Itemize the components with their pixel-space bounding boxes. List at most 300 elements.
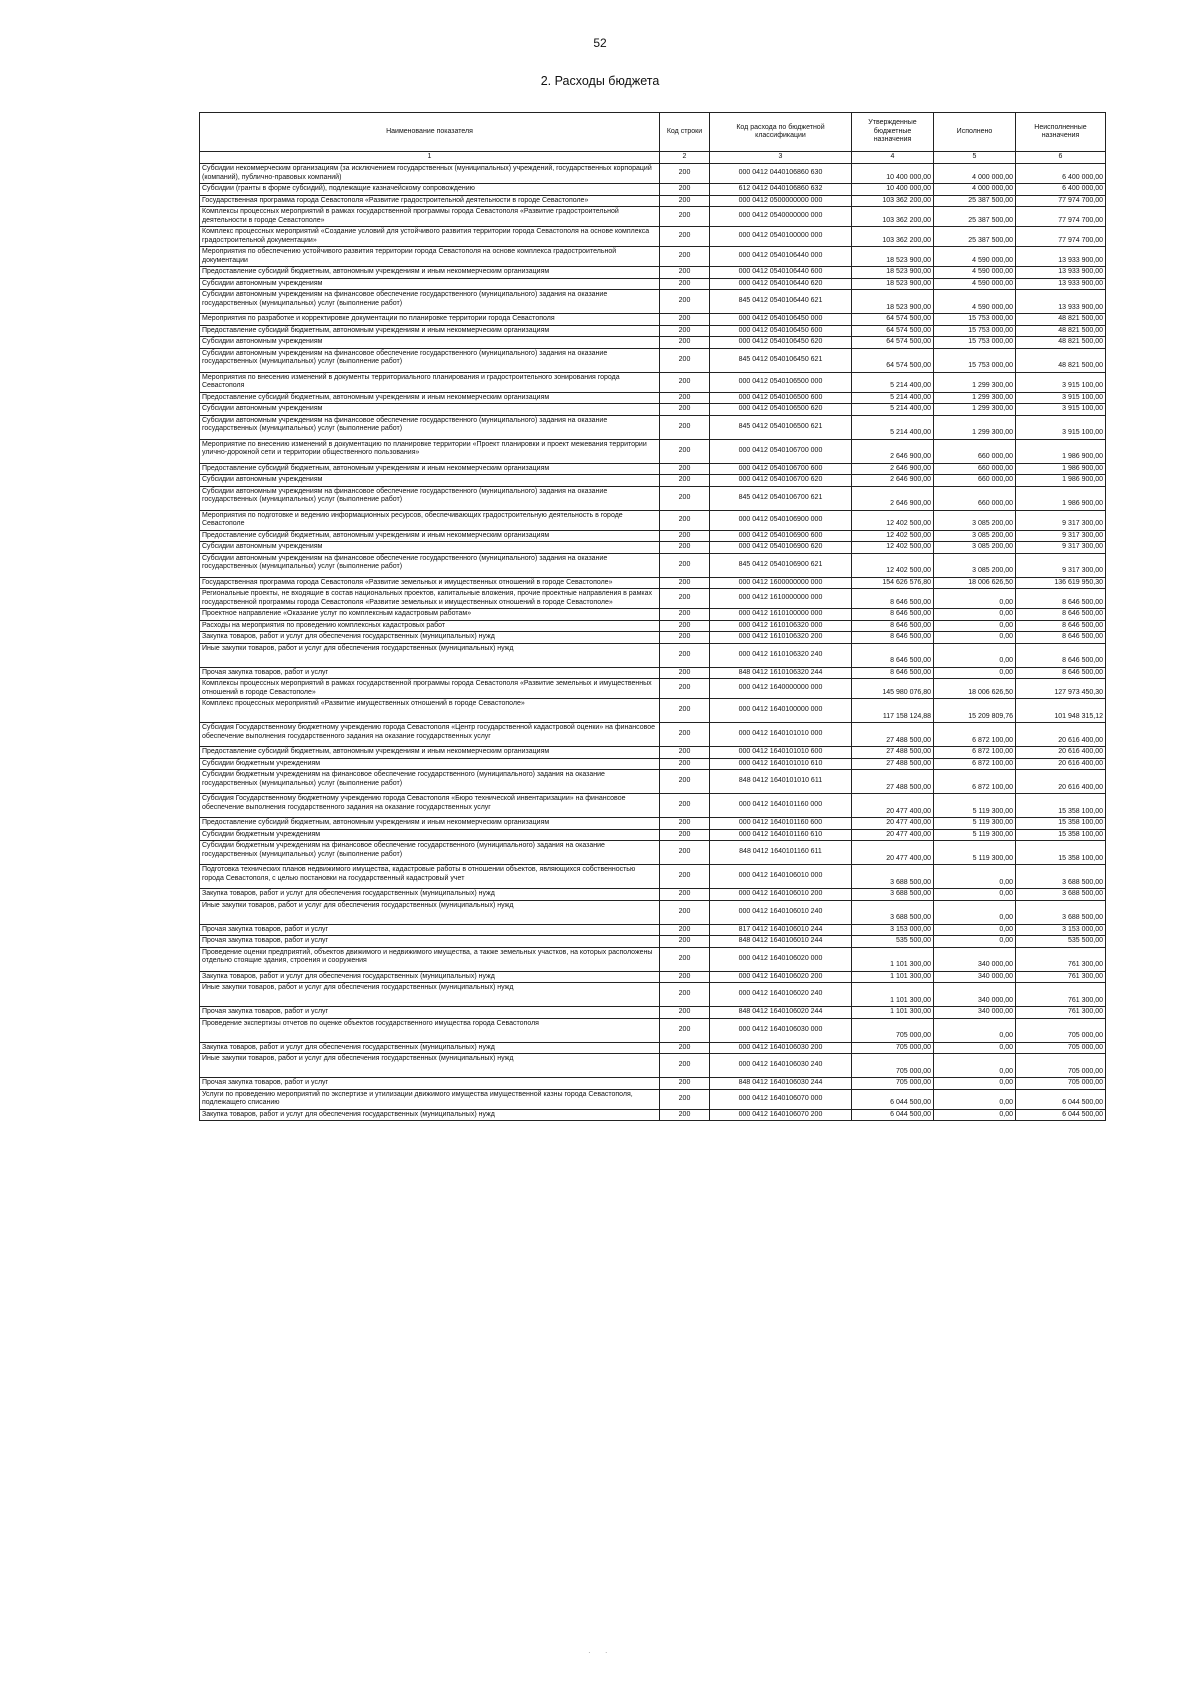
approved-amount: 64 574 500,00 — [852, 337, 934, 349]
budget-code: 000 0412 0540106900 620 — [710, 542, 852, 554]
table-row — [200, 1054, 1106, 1078]
budget-code: 000 0412 0540106440 000 — [710, 247, 852, 267]
approved-amount: 27 488 500,00 — [852, 723, 934, 747]
budget-code: 000 0412 0540000000 000 — [710, 207, 852, 227]
table-row — [200, 247, 1106, 267]
table-row — [200, 900, 1106, 924]
column-number: 6 — [1016, 152, 1106, 164]
budget-code: 000 0412 1640106030 200 — [710, 1042, 852, 1054]
approved-amount: 12 402 500,00 — [852, 542, 934, 554]
executed-amount: 0,00 — [934, 936, 1016, 948]
row-name: Предоставление субсидий бюджетным, автономным учреждениям и иным некоммерческим организациям — [200, 267, 660, 279]
approved-amount: 64 574 500,00 — [852, 348, 934, 372]
row-name: Субсидии бюджетным учреждениям — [200, 758, 660, 770]
unexecuted-amount: 3 688 500,00 — [1016, 900, 1106, 924]
table-row — [200, 1089, 1106, 1109]
table-row — [200, 184, 1106, 196]
table-row — [200, 463, 1106, 475]
table-row — [200, 679, 1106, 699]
unexecuted-amount: 15 358 100,00 — [1016, 841, 1106, 865]
approved-amount: 64 574 500,00 — [852, 325, 934, 337]
executed-amount: 660 000,00 — [934, 463, 1016, 475]
table-row — [200, 314, 1106, 326]
budget-code: 612 0412 0440106860 632 — [710, 184, 852, 196]
approved-amount: 103 362 200,00 — [852, 227, 934, 247]
budget-code: 848 0412 1640106010 244 — [710, 936, 852, 948]
budget-code: 848 0412 1640106030 244 — [710, 1078, 852, 1090]
table-row — [200, 632, 1106, 644]
row-name: Проектное направление «Оказание услуг по комплексным кадастровым работам» — [200, 609, 660, 621]
row-name: Закупка товаров, работ и услуг для обеспечения государственных (муниципальных) нужд — [200, 971, 660, 983]
approved-amount: 1 101 300,00 — [852, 947, 934, 971]
approved-amount: 27 488 500,00 — [852, 747, 934, 759]
unexecuted-amount: 101 948 315,12 — [1016, 699, 1106, 723]
unexecuted-amount: 1 986 900,00 — [1016, 475, 1106, 487]
budget-code: 000 0412 0540100000 000 — [710, 227, 852, 247]
unexecuted-amount: 136 619 950,30 — [1016, 577, 1106, 589]
unexecuted-amount: 705 000,00 — [1016, 1078, 1106, 1090]
executed-amount: 340 000,00 — [934, 1007, 1016, 1019]
executed-amount: 340 000,00 — [934, 971, 1016, 983]
budget-code: 000 0412 1610100000 000 — [710, 609, 852, 621]
executed-amount: 0,00 — [934, 589, 1016, 609]
row-name: Подготовка технических планов недвижимого имущества, кадастровые работы в отношении объектов, являющихся собственностью города Севастополя, с целью постановки на государственный кадастровый учет — [200, 865, 660, 889]
budget-code: 000 0412 1640106020 200 — [710, 971, 852, 983]
row-name: Предоставление субсидий бюджетным, автономным учреждениям и иным некоммерческим организациям — [200, 747, 660, 759]
row-name: Закупка товаров, работ и услуг для обеспечения государственных (муниципальных) нужд — [200, 1109, 660, 1121]
budget-code: 000 0412 1640101010 610 — [710, 758, 852, 770]
approved-amount: 3 688 500,00 — [852, 865, 934, 889]
approved-amount: 6 044 500,00 — [852, 1089, 934, 1109]
row-code: 200 — [660, 392, 710, 404]
executed-amount: 5 119 300,00 — [934, 829, 1016, 841]
approved-amount: 20 477 400,00 — [852, 794, 934, 818]
budget-code: 848 0412 1640106020 244 — [710, 1007, 852, 1019]
unexecuted-amount: 705 000,00 — [1016, 1042, 1106, 1054]
row-name: Закупка товаров, работ и услуг для обеспечения государственных (муниципальных) нужд — [200, 889, 660, 901]
row-name: Закупка товаров, работ и услуг для обеспечения государственных (муниципальных) нужд — [200, 632, 660, 644]
row-name: Субсидии автономным учреждениям — [200, 337, 660, 349]
table-row — [200, 589, 1106, 609]
budget-code: 000 0412 0440106860 630 — [710, 164, 852, 184]
budget-code: 000 0412 1610106320 200 — [710, 632, 852, 644]
table-row — [200, 936, 1106, 948]
table-row — [200, 325, 1106, 337]
row-code: 200 — [660, 247, 710, 267]
unexecuted-amount: 15 358 100,00 — [1016, 794, 1106, 818]
approved-amount: 20 477 400,00 — [852, 829, 934, 841]
row-code: 200 — [660, 770, 710, 794]
budget-code: 000 0412 0540106700 620 — [710, 475, 852, 487]
row-name: Предоставление субсидий бюджетным, автономным учреждениям и иным некоммерческим организациям — [200, 325, 660, 337]
unexecuted-amount: 9 317 300,00 — [1016, 510, 1106, 530]
approved-amount: 10 400 000,00 — [852, 164, 934, 184]
executed-amount: 340 000,00 — [934, 947, 1016, 971]
unexecuted-amount: 3 915 100,00 — [1016, 372, 1106, 392]
unexecuted-amount: 15 358 100,00 — [1016, 829, 1106, 841]
budget-code: 000 0412 1600000000 000 — [710, 577, 852, 589]
row-name: Мероприятие по внесению изменений в документацию по планировке территории «Проект планировки и проект межевания территории улично-дорожной сети и территории общественного пользования» — [200, 439, 660, 463]
row-code: 200 — [660, 924, 710, 936]
row-name: Комплекс процессных мероприятий «Создание условий для устойчивого развития территории города Севастополя на основе комплекса градостроительной документации» — [200, 227, 660, 247]
table-row — [200, 227, 1106, 247]
row-name: Комплексы процессных мероприятий в рамках государственной программы города Севастополя «Развитие земельных и имущественных отношений в городе Севастополе» — [200, 679, 660, 699]
row-code: 200 — [660, 1018, 710, 1042]
table-row — [200, 415, 1106, 439]
approved-amount: 145 980 076,80 — [852, 679, 934, 699]
approved-amount: 5 214 400,00 — [852, 404, 934, 416]
table-row — [200, 195, 1106, 207]
row-code: 200 — [660, 971, 710, 983]
row-name: Прочая закупка товаров, работ и услуг — [200, 1007, 660, 1019]
budget-code: 000 0412 1640101010 000 — [710, 723, 852, 747]
row-code: 200 — [660, 314, 710, 326]
row-name: Субсидии автономным учреждениям — [200, 404, 660, 416]
executed-amount: 0,00 — [934, 865, 1016, 889]
approved-amount: 2 646 900,00 — [852, 475, 934, 487]
budget-code: 845 0412 0540106450 621 — [710, 348, 852, 372]
column-number: 4 — [852, 152, 934, 164]
approved-amount: 8 646 500,00 — [852, 589, 934, 609]
table-row — [200, 747, 1106, 759]
approved-amount: 27 488 500,00 — [852, 758, 934, 770]
budget-code: 000 0412 0540106500 600 — [710, 392, 852, 404]
approved-amount: 12 402 500,00 — [852, 530, 934, 542]
budget-code: 848 0412 1640101010 611 — [710, 770, 852, 794]
row-code: 200 — [660, 542, 710, 554]
row-code: 200 — [660, 463, 710, 475]
unexecuted-amount: 8 646 500,00 — [1016, 632, 1106, 644]
table-row — [200, 1007, 1106, 1019]
budget-code: 817 0412 1640106010 244 — [710, 924, 852, 936]
unexecuted-amount: 761 300,00 — [1016, 983, 1106, 1007]
budget-code: 845 0412 0540106440 621 — [710, 290, 852, 314]
column-number: 5 — [934, 152, 1016, 164]
row-name: Расходы на мероприятия по проведению комплексных кадастровых работ — [200, 620, 660, 632]
row-code: 200 — [660, 195, 710, 207]
unexecuted-amount: 13 933 900,00 — [1016, 290, 1106, 314]
budget-code: 000 0412 0540106450 620 — [710, 337, 852, 349]
budget-code: 845 0412 0540106500 621 — [710, 415, 852, 439]
table-row — [200, 924, 1106, 936]
row-code: 200 — [660, 632, 710, 644]
row-name: Мероприятия по подготовке и ведению информационных ресурсов, обеспечивающих градостроительную деятельность в городе Севастополе — [200, 510, 660, 530]
approved-amount: 5 214 400,00 — [852, 372, 934, 392]
row-code: 200 — [660, 794, 710, 818]
row-code: 200 — [660, 577, 710, 589]
unexecuted-amount: 3 688 500,00 — [1016, 865, 1106, 889]
row-code: 200 — [660, 620, 710, 632]
table-row — [200, 553, 1106, 577]
approved-amount: 1 101 300,00 — [852, 971, 934, 983]
approved-amount: 12 402 500,00 — [852, 553, 934, 577]
budget-code: 848 0412 1610106320 244 — [710, 667, 852, 679]
table-row — [200, 1042, 1106, 1054]
row-code: 200 — [660, 227, 710, 247]
table-row — [200, 486, 1106, 510]
budget-code: 000 0412 1640106030 000 — [710, 1018, 852, 1042]
table-row — [200, 1018, 1106, 1042]
executed-amount: 1 299 300,00 — [934, 404, 1016, 416]
row-name: Предоставление субсидий бюджетным, автономным учреждениям и иным некоммерческим организациям — [200, 392, 660, 404]
executed-amount: 3 085 200,00 — [934, 530, 1016, 542]
table-row — [200, 577, 1106, 589]
executed-amount: 0,00 — [934, 1078, 1016, 1090]
row-name: Комплексы процессных мероприятий в рамках государственной программы города Севастополя «Развитие градостроительной деятельности в городе Севастополе» — [200, 207, 660, 227]
row-code: 200 — [660, 278, 710, 290]
unexecuted-amount: 15 358 100,00 — [1016, 818, 1106, 830]
table-body — [200, 164, 1106, 1121]
row-code: 200 — [660, 553, 710, 577]
approved-amount: 3 153 000,00 — [852, 924, 934, 936]
row-code: 200 — [660, 184, 710, 196]
executed-amount: 0,00 — [934, 924, 1016, 936]
executed-amount: 3 085 200,00 — [934, 542, 1016, 554]
unexecuted-amount: 13 933 900,00 — [1016, 247, 1106, 267]
executed-amount: 25 387 500,00 — [934, 207, 1016, 227]
unexecuted-amount: 8 646 500,00 — [1016, 667, 1106, 679]
row-code: 200 — [660, 829, 710, 841]
row-name: Субсидии автономным учреждениям — [200, 542, 660, 554]
approved-amount: 8 646 500,00 — [852, 643, 934, 667]
approved-amount: 6 044 500,00 — [852, 1109, 934, 1121]
row-name: Комплекс процессных мероприятий «Развитие имущественных отношений в городе Севастополе» — [200, 699, 660, 723]
row-code: 200 — [660, 609, 710, 621]
row-code: 200 — [660, 1054, 710, 1078]
budget-code: 000 0412 1610000000 000 — [710, 589, 852, 609]
row-name: Субсидии автономным учреждениям — [200, 475, 660, 487]
row-name: Субсидии автономным учреждениям на финансовое обеспечение государственного (муниципального) задания на оказание государственных (муниципальных) услуг (выполнение работ) — [200, 486, 660, 510]
executed-amount: 0,00 — [934, 1042, 1016, 1054]
approved-amount: 1 101 300,00 — [852, 983, 934, 1007]
executed-amount: 0,00 — [934, 1089, 1016, 1109]
row-name: Субсидии автономным учреждениям — [200, 278, 660, 290]
row-code: 200 — [660, 747, 710, 759]
table-row — [200, 475, 1106, 487]
approved-amount: 2 646 900,00 — [852, 463, 934, 475]
row-name: Субсидии бюджетным учреждениям на финансовое обеспечение государственного (муниципального) задания на оказание государственных (муниципальных) услуг (выполнение работ) — [200, 841, 660, 865]
budget-code: 000 0412 0540106900 000 — [710, 510, 852, 530]
row-name: Государственная программа города Севастополя «Развитие градостроительной деятельности в городе Севастополе» — [200, 195, 660, 207]
budget-code: 000 0412 1640000000 000 — [710, 679, 852, 699]
approved-amount: 117 158 124,88 — [852, 699, 934, 723]
executed-amount: 4 590 000,00 — [934, 247, 1016, 267]
row-code: 200 — [660, 699, 710, 723]
row-name: Прочая закупка товаров, работ и услуг — [200, 924, 660, 936]
row-code: 200 — [660, 439, 710, 463]
row-name: Мероприятия по разработке и корректировке документации по планировке территории города Севастополя — [200, 314, 660, 326]
budget-code: 000 0412 0540106450 000 — [710, 314, 852, 326]
table-row — [200, 372, 1106, 392]
executed-amount: 1 299 300,00 — [934, 415, 1016, 439]
column-number: 1 — [200, 152, 660, 164]
budget-code: 000 0412 1640101160 000 — [710, 794, 852, 818]
budget-code: 845 0412 0540106700 621 — [710, 486, 852, 510]
row-name: Предоставление субсидий бюджетным, автономным учреждениям и иным некоммерческим организациям — [200, 530, 660, 542]
row-name: Иные закупки товаров, работ и услуг для обеспечения государственных (муниципальных) нужд — [200, 983, 660, 1007]
executed-amount: 15 753 000,00 — [934, 325, 1016, 337]
header-unexecuted: Неисполненные назначения — [1016, 113, 1106, 152]
row-code: 200 — [660, 643, 710, 667]
row-name: Мероприятия по обеспечению устойчивого развития территории города Севастополя на основе комплекса градостроительной документации — [200, 247, 660, 267]
executed-amount: 4 590 000,00 — [934, 267, 1016, 279]
budget-code: 000 0412 1640106070 000 — [710, 1089, 852, 1109]
unexecuted-amount: 48 821 500,00 — [1016, 325, 1106, 337]
approved-amount: 18 523 900,00 — [852, 278, 934, 290]
row-name: Иные закупки товаров, работ и услуг для обеспечения государственных (муниципальных) нужд — [200, 900, 660, 924]
approved-amount: 705 000,00 — [852, 1054, 934, 1078]
table-row — [200, 983, 1106, 1007]
table-row — [200, 971, 1106, 983]
approved-amount: 12 402 500,00 — [852, 510, 934, 530]
budget-code: 845 0412 0540106900 621 — [710, 553, 852, 577]
budget-code: 000 0412 0540106500 620 — [710, 404, 852, 416]
unexecuted-amount: 13 933 900,00 — [1016, 267, 1106, 279]
table-row — [200, 439, 1106, 463]
row-code: 200 — [660, 818, 710, 830]
table-row — [200, 818, 1106, 830]
row-code: 200 — [660, 936, 710, 948]
row-name: Проведение оценки предприятий, объектов движимого и недвижимого имущества, а также земельных участков, на которых расположены отдельно стоящие здания, строения и сооружения — [200, 947, 660, 971]
unexecuted-amount: 761 300,00 — [1016, 947, 1106, 971]
approved-amount: 2 646 900,00 — [852, 486, 934, 510]
approved-amount: 103 362 200,00 — [852, 195, 934, 207]
unexecuted-amount: 1 986 900,00 — [1016, 439, 1106, 463]
unexecuted-amount: 48 821 500,00 — [1016, 337, 1106, 349]
row-code: 200 — [660, 679, 710, 699]
unexecuted-amount: 535 500,00 — [1016, 936, 1106, 948]
row-name: Субсидии автономным учреждениям на финансовое обеспечение государственного (муниципального) задания на оказание государственных (муниципальных) услуг (выполнение работ) — [200, 553, 660, 577]
unexecuted-amount: 761 300,00 — [1016, 971, 1106, 983]
row-name: Предоставление субсидий бюджетным, автономным учреждениям и иным некоммерческим организациям — [200, 463, 660, 475]
row-name: Субсидия Государственному бюджетному учреждению города Севастополя «Центр государственной кадастровой оценки» на финансовое обеспечение выполнения государственного задания на оказание государственных услуг — [200, 723, 660, 747]
budget-code: 000 0412 0540106900 600 — [710, 530, 852, 542]
executed-amount: 660 000,00 — [934, 439, 1016, 463]
unexecuted-amount: 77 974 700,00 — [1016, 227, 1106, 247]
unexecuted-amount: 8 646 500,00 — [1016, 643, 1106, 667]
budget-code: 000 0412 1640106020 240 — [710, 983, 852, 1007]
row-name: Субсидии бюджетным учреждениям на финансовое обеспечение государственного (муниципального) задания на оказание государственных (муниципальных) услуг (выполнение работ) — [200, 770, 660, 794]
budget-code: 000 0412 1640101160 600 — [710, 818, 852, 830]
row-name: Субсидии (гранты в форме субсидий), подлежащие казначейскому сопровождению — [200, 184, 660, 196]
unexecuted-amount: 20 616 400,00 — [1016, 747, 1106, 759]
table-row — [200, 348, 1106, 372]
unexecuted-amount: 77 974 700,00 — [1016, 195, 1106, 207]
unexecuted-amount: 6 044 500,00 — [1016, 1089, 1106, 1109]
executed-amount: 0,00 — [934, 620, 1016, 632]
row-name: Услуги по проведению мероприятий по экспертизе и утилизации движимого имущества имущественной казны города Севастополя, подлежащего списанию — [200, 1089, 660, 1109]
row-name: Субсидия Государственному бюджетному учреждению города Севастополя «Бюро технической инвентаризации» на финансовое обеспечение выполнения государственного задания на оказание государственных услуг — [200, 794, 660, 818]
table-row — [200, 404, 1106, 416]
executed-amount: 1 299 300,00 — [934, 392, 1016, 404]
table-row — [200, 829, 1106, 841]
row-code: 200 — [660, 865, 710, 889]
approved-amount: 535 500,00 — [852, 936, 934, 948]
table-row — [200, 207, 1106, 227]
budget-code: 000 0412 0540106500 000 — [710, 372, 852, 392]
unexecuted-amount: 8 646 500,00 — [1016, 609, 1106, 621]
budget-code: 000 0412 0540106440 600 — [710, 267, 852, 279]
row-name: Субсидии автономным учреждениям на финансовое обеспечение государственного (муниципального) задания на оказание государственных (муниципальных) услуг (выполнение работ) — [200, 415, 660, 439]
unexecuted-amount: 77 974 700,00 — [1016, 207, 1106, 227]
row-name: Прочая закупка товаров, работ и услуг — [200, 667, 660, 679]
row-name: Предоставление субсидий бюджетным, автономным учреждениям и иным некоммерческим организациям — [200, 818, 660, 830]
row-code: 200 — [660, 1078, 710, 1090]
row-name: Субсидии бюджетным учреждениям — [200, 829, 660, 841]
header-row-code: Код строки — [660, 113, 710, 152]
row-name: Государственная программа города Севастополя «Развитие земельных и имущественных отношений в городе Севастополе» — [200, 577, 660, 589]
executed-amount: 0,00 — [934, 889, 1016, 901]
page-number: 52 — [593, 36, 607, 50]
unexecuted-amount: 8 646 500,00 — [1016, 620, 1106, 632]
executed-amount: 25 387 500,00 — [934, 227, 1016, 247]
table-row — [200, 392, 1106, 404]
executed-amount: 4 000 000,00 — [934, 164, 1016, 184]
row-code: 200 — [660, 1007, 710, 1019]
row-code: 200 — [660, 758, 710, 770]
row-name: Иные закупки товаров, работ и услуг для обеспечения государственных (муниципальных) нужд — [200, 1054, 660, 1078]
unexecuted-amount: 13 933 900,00 — [1016, 278, 1106, 290]
unexecuted-amount: 8 646 500,00 — [1016, 589, 1106, 609]
executed-amount: 660 000,00 — [934, 486, 1016, 510]
executed-amount: 0,00 — [934, 632, 1016, 644]
approved-amount: 20 477 400,00 — [852, 818, 934, 830]
executed-amount: 0,00 — [934, 900, 1016, 924]
row-code: 200 — [660, 404, 710, 416]
executed-amount: 3 085 200,00 — [934, 510, 1016, 530]
unexecuted-amount: 3 688 500,00 — [1016, 889, 1106, 901]
executed-amount: 5 119 300,00 — [934, 794, 1016, 818]
executed-amount: 1 299 300,00 — [934, 372, 1016, 392]
table-row — [200, 542, 1106, 554]
unexecuted-amount: 705 000,00 — [1016, 1054, 1106, 1078]
row-code: 200 — [660, 983, 710, 1007]
unexecuted-amount: 3 915 100,00 — [1016, 404, 1106, 416]
budget-code: 000 0412 1640106010 200 — [710, 889, 852, 901]
executed-amount: 6 872 100,00 — [934, 770, 1016, 794]
table-row — [200, 609, 1106, 621]
table-row — [200, 841, 1106, 865]
table-row — [200, 865, 1106, 889]
approved-amount: 5 214 400,00 — [852, 392, 934, 404]
executed-amount: 15 753 000,00 — [934, 314, 1016, 326]
table-row — [200, 723, 1106, 747]
approved-amount: 64 574 500,00 — [852, 314, 934, 326]
budget-code: 000 0412 1640106010 240 — [710, 900, 852, 924]
row-code: 200 — [660, 164, 710, 184]
unexecuted-amount: 3 153 000,00 — [1016, 924, 1106, 936]
unexecuted-amount: 48 821 500,00 — [1016, 348, 1106, 372]
executed-amount: 15 753 000,00 — [934, 348, 1016, 372]
budget-code: 000 0412 1610106320 240 — [710, 643, 852, 667]
approved-amount: 705 000,00 — [852, 1042, 934, 1054]
approved-amount: 705 000,00 — [852, 1018, 934, 1042]
executed-amount: 18 006 626,50 — [934, 577, 1016, 589]
approved-amount: 103 362 200,00 — [852, 207, 934, 227]
budget-code: 000 0412 1610106320 000 — [710, 620, 852, 632]
executed-amount: 18 006 626,50 — [934, 679, 1016, 699]
table-row — [200, 643, 1106, 667]
row-code: 200 — [660, 475, 710, 487]
row-code: 200 — [660, 841, 710, 865]
unexecuted-amount: 48 821 500,00 — [1016, 314, 1106, 326]
table-row — [200, 290, 1106, 314]
unexecuted-amount: 761 300,00 — [1016, 1007, 1106, 1019]
unexecuted-amount: 127 973 450,30 — [1016, 679, 1106, 699]
header-name: Наименование показателя — [200, 113, 660, 152]
executed-amount: 5 119 300,00 — [934, 841, 1016, 865]
row-name: Региональные проекты, не входящие в состав национальных проектов, капитальные вложения, прочие проектные направления в рамках государственной программы города Севастополя «Развитие земельных и имущественных отношений в городе Севастополе» — [200, 589, 660, 609]
